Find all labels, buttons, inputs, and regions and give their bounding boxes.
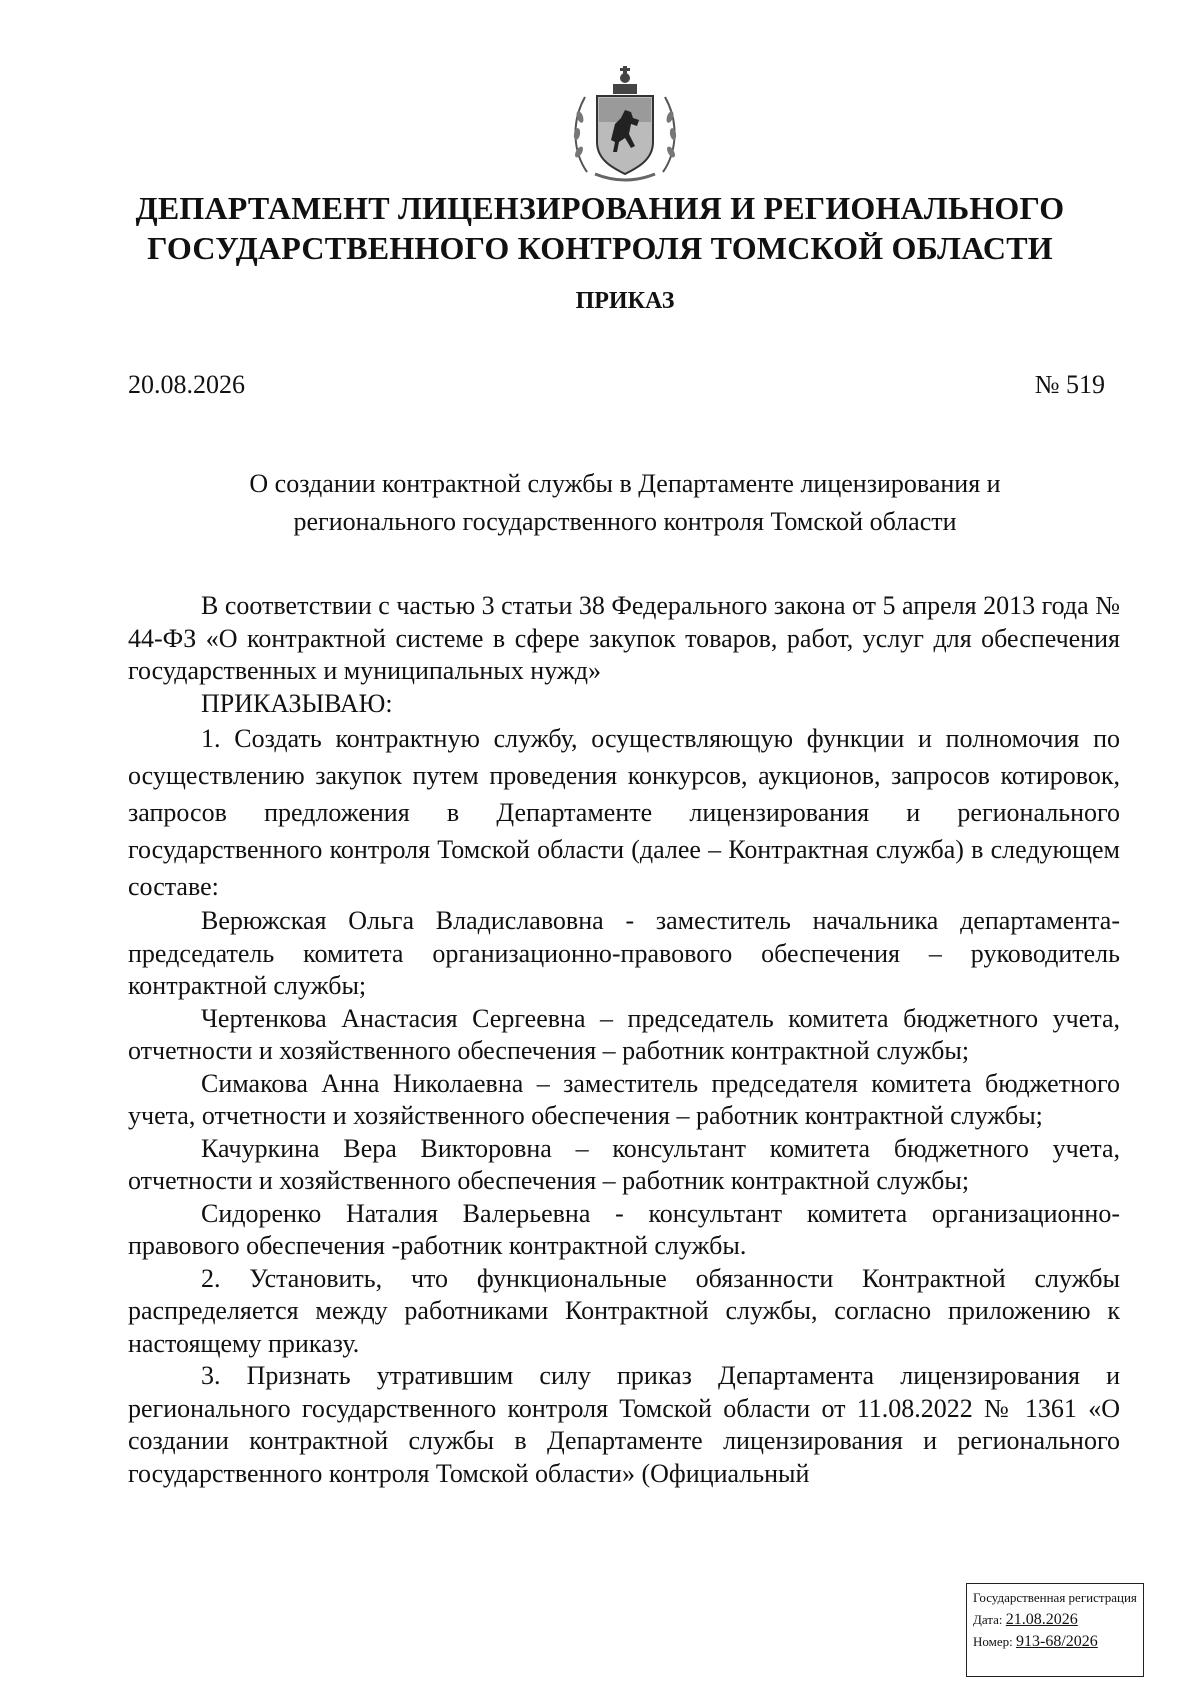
preamble-paragraph: В соответствии с частью 3 статьи 38 Федерального закона от 5 апреля 2013 года № 44-ФЗ «О контрактной системе в сфере закупок товаров, работ, услуг для обеспечения государственных и муниципальных нужд» (128, 591, 1120, 685)
department-title (120, 188, 1080, 268)
member-3-paragraph: Симакова Анна Николаевна – заместитель председателя комитета бюджетного учета, отчетности и хозяйственного обеспечения – работник контрактной службы; (128, 1068, 1120, 1130)
item-3-paragraph: 3. Признать утратившим силу приказ Департамента лицензирования и регионального государственного контроля Томской области от 11.08.2022 № 1361 «О создании контрактной службы в Департаменте лицензирования и регионального государственного контроля Томской области» (Официальный (128, 1361, 1120, 1488)
stamp-title: Государственная регистрация (973, 1590, 1137, 1605)
stamp-date-label: Дата: (973, 1612, 1003, 1627)
order-word: ПРИКАЗЫВАЮ: (201, 688, 393, 718)
member-5-paragraph: Сидоренко Наталия Валерьевна - консультант комитета организационно-правового обеспечения -работник контрактной службы. (128, 1198, 1120, 1260)
item-1-paragraph: 1. Создать контрактную службу, осуществляющую функции и полномочия по осуществлению закупок путем проведения конкурсов, аукционов, запросов котировок, запросов предложения в Департаменте лицензирования и регионального государственного контроля Томской области (далее – Контрактная служба) в следующем составе: (128, 724, 1120, 901)
registration-stamp (966, 1583, 1144, 1677)
order-subject-line1: О создании контрактной службы в Департаменте лицензирования и (249, 469, 1001, 498)
member-1-paragraph: Верюжская Ольга Владиславовна - заместитель начальника департамента- председатель комитета организационно-правового обеспечения – руководитель контрактной службы; (128, 906, 1120, 1000)
order-subject-line2: регионального государственного контроля Томской области (293, 507, 957, 536)
member-2-paragraph: Чертенкова Анастасия Сергеевна – председатель комитета бюджетного учета, отчетности и хозяйственного обеспечения – работник контрактной службы; (128, 1003, 1120, 1065)
stamp-number-label: Номер: (973, 1634, 1013, 1649)
coat-of-arms-icon (565, 62, 685, 187)
item-2-paragraph: 2. Установить, что функциональные обязанности Контрактной службы распределяется между работниками Контрактной службы, согласно приложению к настоящему приказу. (128, 1263, 1120, 1358)
document-type: ПРИКАЗ (575, 288, 675, 314)
order-body (128, 590, 1120, 1490)
department-title-line2: ГОСУДАРСТВЕННОГО КОНТРОЛЯ ТОМСКОЙ ОБЛАСТИ (147, 230, 1053, 266)
department-title-line1: ДЕПАРТАМЕНТ ЛИЦЕНЗИРОВАНИЯ И РЕГИОНАЛЬНОГО (135, 190, 1065, 226)
stamp-date-row (973, 1609, 1137, 1631)
order-date: 20.08.2026 (128, 370, 245, 399)
member-4-paragraph: Качуркина Вера Викторовна – консультант комитета бюджетного учета, отчетности и хозяйственного обеспечения – работник контрактной службы; (128, 1133, 1120, 1195)
order-subject (150, 465, 1100, 541)
order-number: № 519 (1034, 370, 1105, 399)
stamp-date-value: 21.08.2026 (1005, 1611, 1078, 1628)
stamp-number-row (973, 1631, 1137, 1653)
stamp-number-value: 913-68/2026 (1016, 1633, 1098, 1650)
